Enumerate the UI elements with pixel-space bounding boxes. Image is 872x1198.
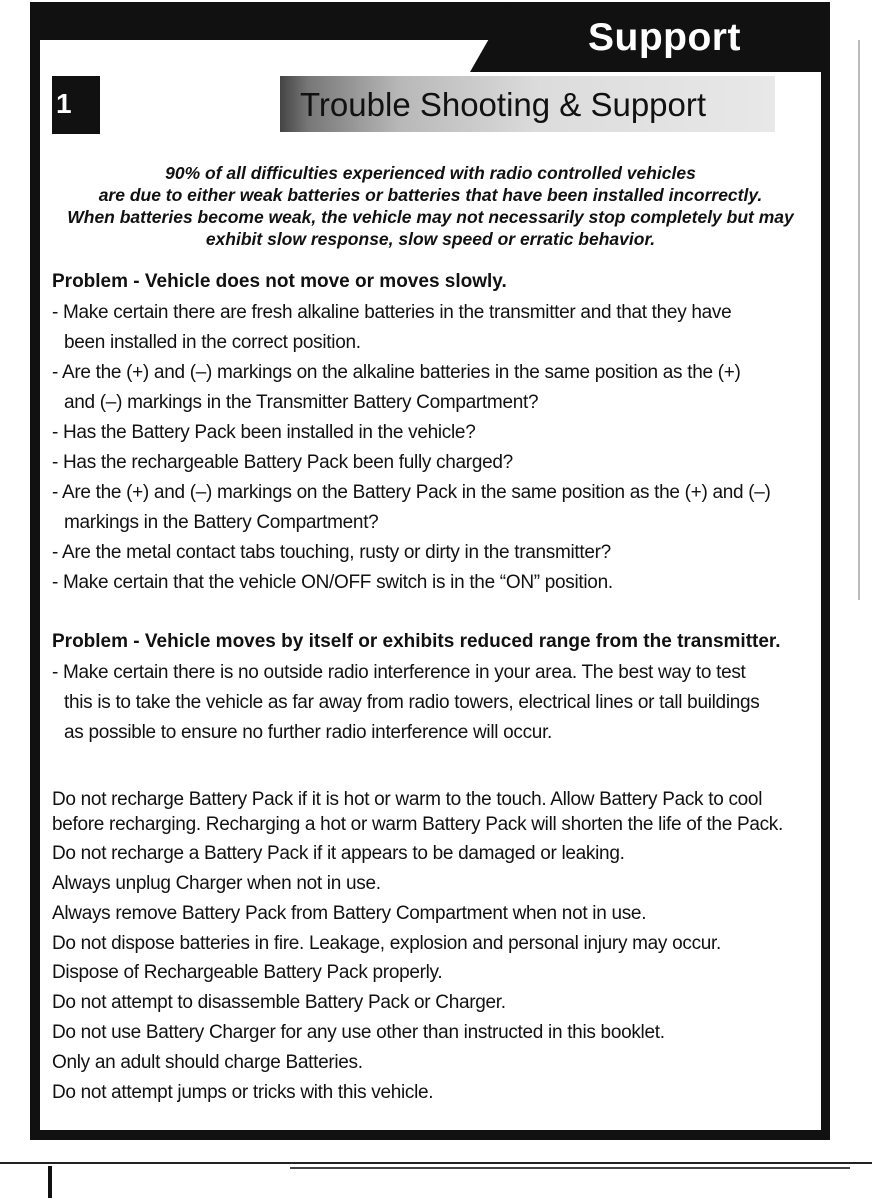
- page-number: 1: [56, 88, 72, 119]
- problem-1-line: - Make certain there are fresh alkaline batteries in the transmitter and that they have: [52, 302, 732, 323]
- problem-2-line: this is to take the vehicle as far away from radio towers, electrical lines or tall buildings: [64, 692, 760, 713]
- intro-line: are due to either weak batteries or batteries that have been installed incorrectly.: [98, 185, 763, 205]
- problem-1-line: - Are the metal contact tabs touching, rusty or dirty in the transmitter?: [52, 542, 611, 563]
- warning-line: before recharging. Recharging a hot or warm Battery Pack will shorten the life of the Pack.: [52, 814, 783, 835]
- intro-line: When batteries become weak, the vehicle may not necessarily stop completely but may: [67, 207, 794, 227]
- warning-line: Dispose of Rechargeable Battery Pack properly.: [52, 962, 443, 983]
- problem-1-line: and (–) markings in the Transmitter Battery Compartment?: [64, 392, 539, 413]
- bottom-rule: [0, 1162, 872, 1164]
- warning-line: Always remove Battery Pack from Battery Compartment when not in use.: [52, 903, 647, 924]
- problem-1-line: markings in the Battery Compartment?: [64, 512, 379, 533]
- page-title: Trouble Shooting & Support: [300, 86, 707, 123]
- warning-line: Do not recharge a Battery Pack if it appears to be damaged or leaking.: [52, 843, 625, 864]
- header-bar: [30, 2, 530, 40]
- intro-paragraph: [40, 162, 821, 250]
- problem-1-line: - Are the (+) and (–) markings on the Battery Pack in the same position as the (+) and (–): [52, 482, 771, 503]
- problem-1-line: - Make certain that the vehicle ON/OFF switch is in the “ON” position.: [52, 572, 613, 593]
- bottom-rule-secondary: [290, 1167, 850, 1169]
- warning-line: Do not dispose batteries in fire. Leakage, explosion and personal injury may occur.: [52, 933, 721, 954]
- crop-mark: [48, 1166, 52, 1198]
- problem-2-line: - Make certain there is no outside radio interference in your area. The best way to test: [52, 662, 746, 683]
- problem-1-line: been installed in the correct position.: [64, 332, 361, 353]
- scan-edge: [858, 40, 860, 600]
- problem-1-line: - Has the Battery Pack been installed in the vehicle?: [52, 422, 476, 443]
- warning-line: Do not attempt to disassemble Battery Pack or Charger.: [52, 992, 506, 1013]
- problem-1-heading: Problem - Vehicle does not move or moves slowly.: [52, 271, 507, 292]
- warning-line: Do not recharge Battery Pack if it is hot or warm to the touch. Allow Battery Pack to cool: [52, 789, 763, 810]
- problem-2-heading: Problem - Vehicle moves by itself or exhibits reduced range from the transmitter.: [52, 631, 781, 652]
- warning-line: Always unplug Charger when not in use.: [52, 873, 381, 894]
- warning-line: Do not attempt jumps or tricks with this vehicle.: [52, 1082, 434, 1103]
- problem-2-line: as possible to ensure no further radio interference will occur.: [64, 722, 553, 743]
- intro-line: 90% of all difficulties experienced with radio controlled vehicles: [165, 163, 696, 183]
- intro-line: exhibit slow response, slow speed or erratic behavior.: [205, 229, 656, 249]
- warning-line: Do not use Battery Charger for any use other than instructed in this booklet.: [52, 1022, 665, 1043]
- problem-1-line: - Has the rechargeable Battery Pack been fully charged?: [52, 452, 513, 473]
- section-label: Support: [588, 16, 741, 59]
- problem-1-line: - Are the (+) and (–) markings on the alkaline batteries in the same position as the (+): [52, 362, 741, 383]
- warning-line: Only an adult should charge Batteries.: [52, 1052, 363, 1073]
